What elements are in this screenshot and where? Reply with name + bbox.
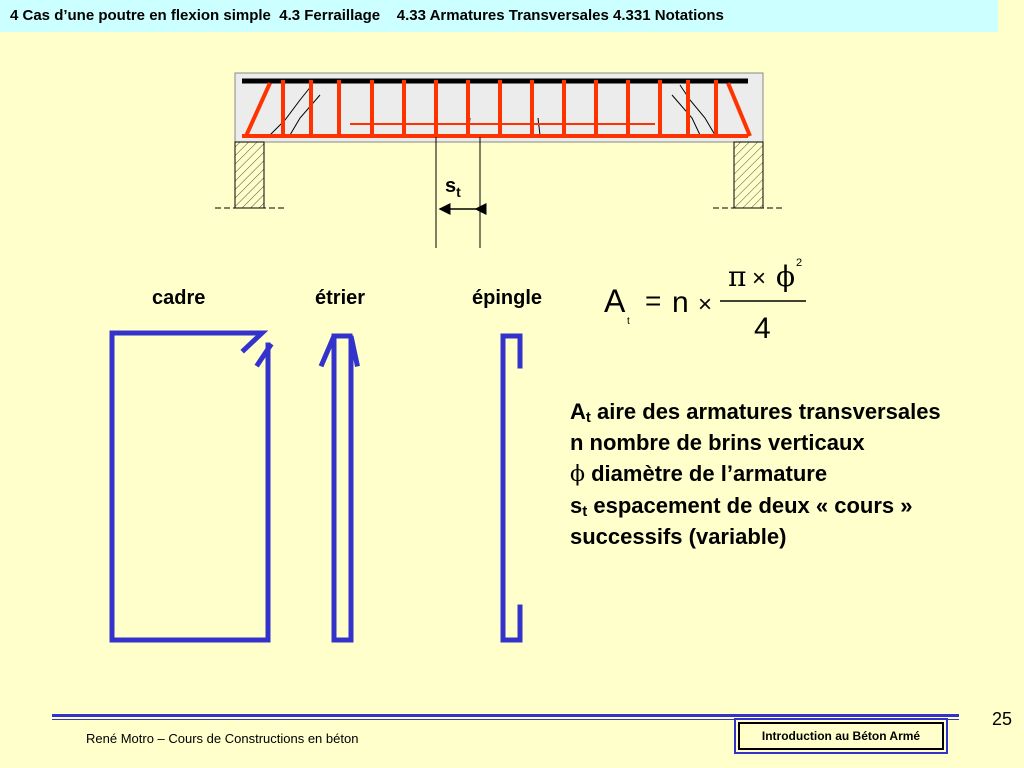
legend-line-n: n nombre de brins verticaux <box>570 430 865 455</box>
svg-text:ϕ: ϕ <box>776 260 796 293</box>
footer-rule <box>52 714 959 717</box>
legend-line-phi: ϕ diamètre de l’armature <box>570 461 828 487</box>
course-title-box <box>738 722 944 750</box>
svg-text:=: = <box>645 285 662 316</box>
notation-legend <box>570 396 1010 552</box>
formula <box>600 250 820 350</box>
svg-text:t: t <box>627 316 630 327</box>
legend-line-at: $A_t$ aire des armatures transversales <box>570 399 941 426</box>
cadre-shape <box>112 333 268 640</box>
svg-text:2: 2 <box>796 257 803 269</box>
legend-line-st: $s_t$ espacement de deux « cours » <box>570 493 913 520</box>
svg-text:4: 4 <box>754 312 771 345</box>
svg-text:A: A <box>604 283 626 319</box>
svg-text:n: n <box>672 286 689 319</box>
footer-rule-thin <box>52 719 959 720</box>
etrier-shape <box>322 336 357 640</box>
footer-author: René Motro – Cours de Constructions en béton <box>86 731 359 746</box>
page-number: 25 <box>992 709 1013 729</box>
label-etrier: étrier <box>315 287 366 309</box>
legend-line-successifs: successifs (variable) <box>570 524 787 549</box>
course-title: Introduction au Béton Armé <box>761 729 921 743</box>
label-epingle: épingle <box>472 287 543 309</box>
svg-text:×: × <box>698 291 713 318</box>
slide-title: 4 Cas d’une poutre en flexion simple 4.3 Ferraillage 4.33 Armatures Transversales 4.331 Notations <box>10 7 724 24</box>
svg-text:π: π <box>728 260 747 293</box>
epingle-shape <box>503 336 520 640</box>
svg-text:×: × <box>752 265 767 292</box>
spacing-label: $s_t$ <box>445 175 461 200</box>
label-cadre: cadre <box>152 287 206 309</box>
